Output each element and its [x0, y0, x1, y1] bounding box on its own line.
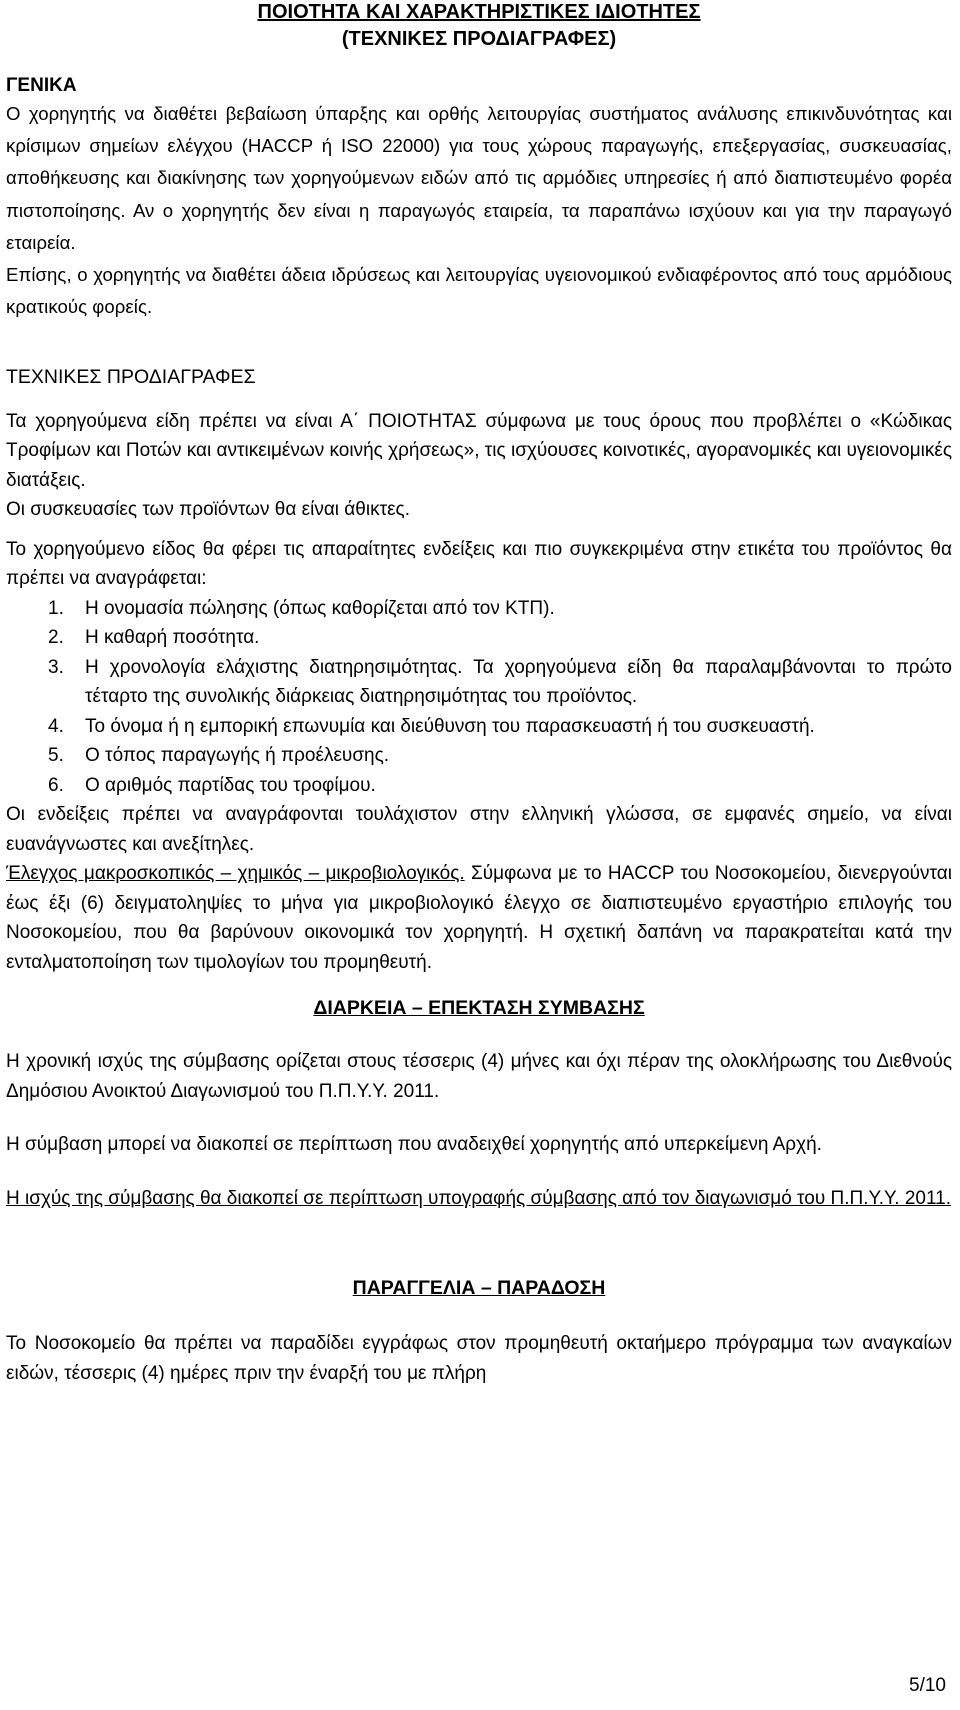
control-label: Έλεγχος μακροσκοπικός – χημικός – μικροβιολογικός.: [6, 863, 465, 885]
list-item: [6, 771, 952, 801]
tech-paragraph-4: Οι ενδείξεις πρέπει να αναγράφονται τουλάχιστον στην ελληνική γλώσσα, σε εμφανές σημείο, να είναι ευανάγνωστες και ανεξίτηλες.: [6, 804, 952, 855]
list-item-text: Η καθαρή ποσότητα.: [85, 627, 260, 649]
duration-paragraph-2: Η σύμβαση μπορεί να διακοπεί σε περίπτωση που αναδειχθεί χορηγητής από υπερκείμενη Αρχή.: [6, 1134, 822, 1156]
duration-paragraph-1: Η χρονική ισχύς της σύμβασης ορίζεται στους τέσσερις (4) μήνες και όχι πέραν της ολοκλήρωσης του Διεθνούς Δημόσιου Ανοικτού Διαγωνισμού του Π.Π.Υ.Υ. 2011.: [6, 1051, 952, 1102]
duration-paragraph-3: Η ισχύς της σύμβασης θα διακοπεί σε περίπτωση υπογραφής σύμβασης από τον διαγωνισμό του Π.Π.Υ.Υ. 2011.: [6, 1187, 951, 1209]
list-item-text: Ο αριθμός παρτίδας του τροφίμου.: [85, 774, 376, 796]
control-paragraph: [6, 859, 952, 977]
list-item-text: Το όνομα ή η εμπορική επωνυμία και διεύθυνση του παρασκευαστή ή του συσκευαστή.: [85, 715, 815, 737]
list-item-number: 6.: [48, 774, 64, 796]
control-text: Σύμφωνα με το HACCP του Νοσοκομείου, διενεργούνται έως έξι (6) δειγματοληψίες το μήνα για μικροβιολογικό έλεγχο σε διαπιστευμένο εργαστήριο επιλογής του Νοσοκομείου, που θα βαρύνουν οικονομικά τον χορηγητή. Η σχετική δαπάνη να παρακρατείται κατά την ενταλματοποίηση των τιμολογίων του προμηθευτή.: [6, 863, 952, 973]
list-item-text: Ο τόπος παραγωγής ή προέλευσης.: [85, 745, 390, 767]
list-item-number: 5.: [48, 745, 64, 767]
list-item: [6, 741, 952, 771]
list-item-text: Η χρονολογία ελάχιστης διατηρησιμότητας. Τα χορηγούμενα είδη θα παραλαμβάνονται το πρώτο τέταρτο της συνολικής διάρκειας διατηρησιμότητας του προϊόντος.: [85, 656, 952, 708]
list-item: [6, 594, 952, 624]
label-requirements-list: [6, 594, 952, 801]
tech-heading: ΤΕΧΝΙΚΕΣ ΠΡΟΔΙΑΓΡΑΦΕΣ: [6, 366, 256, 389]
list-item: [6, 623, 952, 653]
list-item: [6, 712, 952, 742]
general-heading: ΓΕΝΙΚΑ: [6, 75, 77, 96]
document-subtitle: (ΤΕΧΝΙΚΕΣ ΠΡΟΔΙΑΓΡΑΦΕΣ): [341, 28, 617, 50]
order-paragraph-1: Το Νοσοκομείο θα πρέπει να παραδίδει εγγράφως στον προμηθευτή οκταήμερο πρόγραμμα των αναγκαίων ειδών, τέσσερις (4) ημέρες πριν την έναρξή του με πλήρη: [6, 1333, 952, 1384]
duration-heading: ΔΙΑΡΚΕΙΑ – ΕΠΕΚΤΑΣΗ ΣΥΜΒΑΣΗΣ: [313, 997, 645, 1020]
document-title: ΠΟΙΟΤΗΤΑ ΚΑΙ ΧΑΡΑΚΤΗΡΙΣΤΙΚΕΣ ΙΔΙΟΤΗΤΕΣ: [257, 1, 701, 23]
tech-paragraph-3: Το χορηγούμενο είδος θα φέρει τις απαραίτητες ενδείξεις και πιο συγκεκριμένα στην ετικέτα του προϊόντος θα πρέπει να αναγράφεται:: [6, 538, 952, 590]
order-heading: ΠΑΡΑΓΓΕΛΙΑ – ΠΑΡΑΔΟΣΗ: [352, 1277, 606, 1300]
list-item-text: Η ονομασία πώλησης (όπως καθορίζεται από τον ΚΤΠ).: [85, 597, 555, 619]
tech-paragraph-2: Οι συσκευασίες των προϊόντων θα είναι άθικτες.: [6, 499, 410, 521]
tech-paragraph-1: Τα χορηγούμενα είδη πρέπει να είναι Α΄ ΠΟΙΟΤΗΤΑΣ σύμφωνα με τους όρους που προβλέπει ο «Κώδικας Τροφίμων και Ποτών και αντικειμένων κοινής χρήσεως», τις ισχύουσες κοινοτικές, αγορανομικές και υγειονομικές διατάξεις.: [6, 410, 952, 491]
list-item-number: 1.: [48, 597, 64, 619]
list-item-number: 4.: [48, 715, 64, 737]
general-paragraph-1: Ο χορηγητής να διαθέτει βεβαίωση ύπαρξης και ορθής λειτουργίας συστήματος ανάλυσης επικινδυνότητας και κρίσιμων σημείων ελέγχου (HACCP ή ISO 22000) για τους χώρους παραγωγής, επεξεργασίας, συσκευασίας, αποθήκευσης και διακίνησης των χορηγούμενων ειδών από τις αρμόδιες υπηρεσίες ή από διαπιστευμένο φορέα πιστοποίησης. Αν ο χορηγητής δεν είναι η παραγωγός εταιρεία, τα παραπάνω ισχύουν και για την παραγωγό εταιρεία.: [6, 103, 952, 253]
list-item: [6, 653, 952, 712]
list-item-number: 2.: [48, 627, 64, 649]
list-item-number: 3.: [48, 656, 64, 678]
page-number: 5/10: [909, 1675, 946, 1696]
general-paragraph-2: Επίσης, ο χορηγητής να διαθέτει άδεια ιδρύσεως και λειτουργίας υγειονομικού ενδιαφέροντος από τους αρμόδιους κρατικούς φορείς.: [6, 264, 952, 318]
